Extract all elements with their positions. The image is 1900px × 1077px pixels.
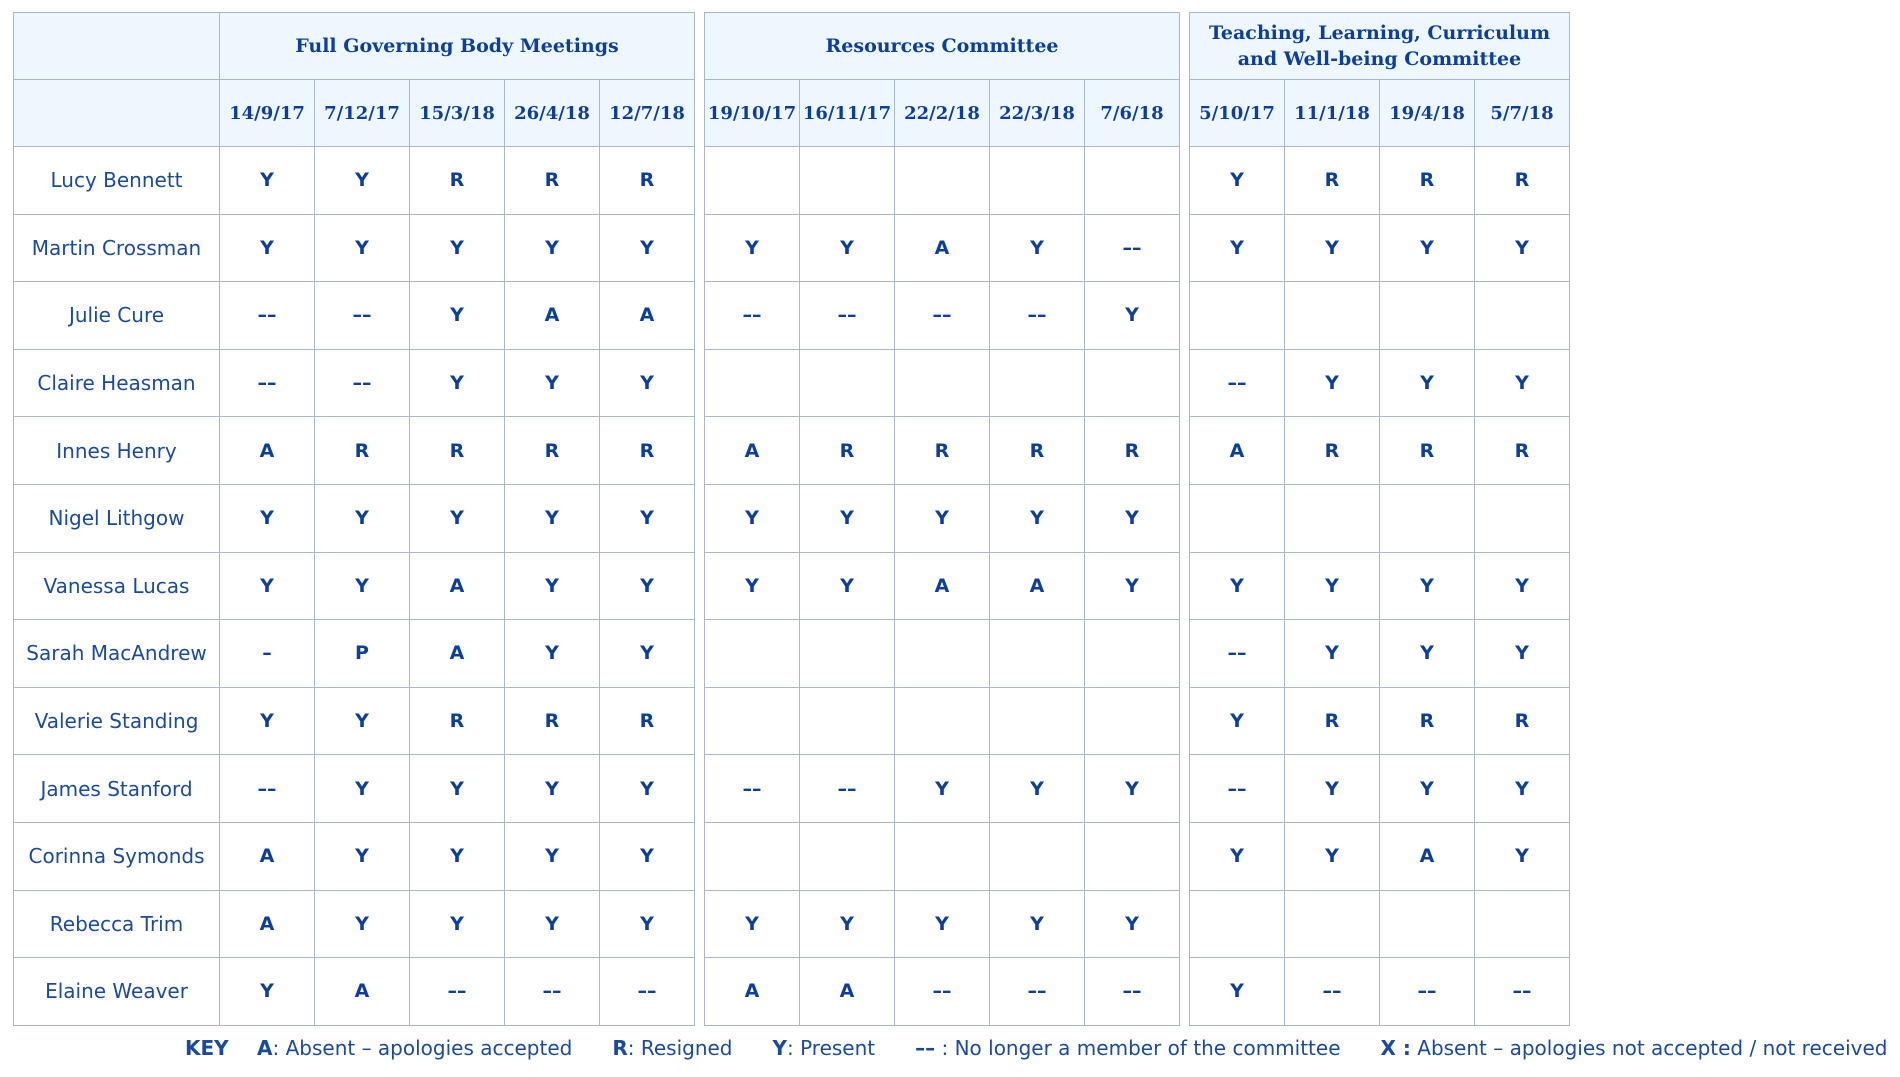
attendance-cell xyxy=(1085,147,1180,215)
attendance-cell xyxy=(705,822,800,890)
attendance-cell xyxy=(800,147,895,215)
column-gap xyxy=(695,822,705,890)
key-description: : Present xyxy=(786,1036,876,1060)
table-row xyxy=(14,417,1570,485)
governor-name: Sarah MacAndrew xyxy=(14,620,220,688)
governor-name: Vanessa Lucas xyxy=(14,552,220,620)
attendance-cell: Y xyxy=(315,214,410,282)
column-gap xyxy=(1180,147,1190,215)
attendance-cell: Y xyxy=(1475,620,1570,688)
attendance-cell: –– xyxy=(600,958,695,1026)
meeting-date: 19/10/17 xyxy=(705,80,800,147)
attendance-cell xyxy=(990,147,1085,215)
governor-name: James Stanford xyxy=(14,755,220,823)
attendance-cell: A xyxy=(220,822,315,890)
meeting-date: 14/9/17 xyxy=(220,80,315,147)
attendance-cell: Y xyxy=(220,484,315,552)
attendance-cell: R xyxy=(505,147,600,215)
attendance-cell: R xyxy=(600,687,695,755)
attendance-cell: Y xyxy=(1190,822,1285,890)
meeting-date: 12/7/18 xyxy=(600,80,695,147)
group-header: Resources Committee xyxy=(705,13,1180,80)
attendance-cell: A xyxy=(1380,822,1475,890)
attendance-cell: –– xyxy=(315,282,410,350)
meeting-date: 16/11/17 xyxy=(800,80,895,147)
attendance-cell: Y xyxy=(410,890,505,958)
meeting-date: 7/6/18 xyxy=(1085,80,1180,147)
attendance-cell: Y xyxy=(1285,552,1380,620)
attendance-cell: Y xyxy=(600,822,695,890)
attendance-cell: Y xyxy=(600,349,695,417)
attendance-cell: R xyxy=(1285,417,1380,485)
attendance-cell xyxy=(800,822,895,890)
column-gap xyxy=(695,484,705,552)
attendance-cell: Y xyxy=(220,147,315,215)
column-gap xyxy=(695,755,705,823)
attendance-cell: –– xyxy=(1190,620,1285,688)
attendance-cell: Y xyxy=(895,484,990,552)
column-gap xyxy=(695,214,705,282)
attendance-cell xyxy=(1190,890,1285,958)
attendance-cell: Y xyxy=(990,755,1085,823)
attendance-cell: Y xyxy=(705,890,800,958)
attendance-cell: Y xyxy=(410,282,505,350)
attendance-cell xyxy=(895,620,990,688)
table-row xyxy=(14,620,1570,688)
attendance-cell: –– xyxy=(220,349,315,417)
attendance-cell: Y xyxy=(505,755,600,823)
attendance-cell: R xyxy=(1475,417,1570,485)
governor-name: Julie Cure xyxy=(14,282,220,350)
attendance-cell: Y xyxy=(315,147,410,215)
attendance-cell xyxy=(1475,282,1570,350)
attendance-cell: Y xyxy=(1190,958,1285,1026)
attendance-cell: Y xyxy=(800,552,895,620)
attendance-cell: –– xyxy=(1085,958,1180,1026)
meeting-date: 15/3/18 xyxy=(410,80,505,147)
attendance-cell: Y xyxy=(990,484,1085,552)
attendance-cell: Y xyxy=(1285,822,1380,890)
attendance-cell: Y xyxy=(1380,755,1475,823)
attendance-cell xyxy=(1285,890,1380,958)
attendance-cell: Y xyxy=(990,214,1085,282)
attendance-cell xyxy=(705,147,800,215)
attendance-cell: R xyxy=(410,687,505,755)
attendance-cell: Y xyxy=(220,214,315,282)
key-description: : Resigned xyxy=(627,1036,733,1060)
attendance-cell: R xyxy=(410,417,505,485)
attendance-cell: Y xyxy=(1475,755,1570,823)
attendance-cell: Y xyxy=(410,755,505,823)
column-gap xyxy=(695,958,705,1026)
attendance-cell: Y xyxy=(410,484,505,552)
column-gap xyxy=(695,147,705,215)
attendance-cell: A xyxy=(505,282,600,350)
attendance-cell: –– xyxy=(990,282,1085,350)
attendance-cell: Y xyxy=(990,890,1085,958)
attendance-cell: –– xyxy=(505,958,600,1026)
attendance-cell: Y xyxy=(1285,214,1380,282)
column-gap xyxy=(1180,417,1190,485)
key-description: : Absent – apologies accepted xyxy=(272,1036,573,1060)
attendance-cell: R xyxy=(800,417,895,485)
meeting-date: 22/2/18 xyxy=(895,80,990,147)
meeting-date: 7/12/17 xyxy=(315,80,410,147)
key-description: Absent – apologies not accepted / not received xyxy=(1410,1036,1888,1060)
key-item xyxy=(773,1036,876,1060)
header-row-groups xyxy=(14,13,1570,80)
attendance-cell: Y xyxy=(505,620,600,688)
governor-name: Lucy Bennett xyxy=(14,147,220,215)
attendance-cell: Y xyxy=(1475,349,1570,417)
attendance-cell: Y xyxy=(1285,620,1380,688)
column-gap xyxy=(1180,958,1190,1026)
attendance-cell: Y xyxy=(1085,755,1180,823)
attendance-cell: Y xyxy=(1475,214,1570,282)
key-code: Y xyxy=(772,1036,787,1060)
attendance-cell: Y xyxy=(315,755,410,823)
header-corner-bottom xyxy=(14,80,220,147)
attendance-cell: Y xyxy=(600,552,695,620)
attendance-cell: Y xyxy=(1085,890,1180,958)
attendance-cell: Y xyxy=(1085,484,1180,552)
attendance-cell: Y xyxy=(705,552,800,620)
table-row xyxy=(14,552,1570,620)
attendance-cell: Y xyxy=(220,958,315,1026)
meeting-date: 26/4/18 xyxy=(505,80,600,147)
table-row xyxy=(14,687,1570,755)
column-gap xyxy=(695,80,705,147)
attendance-cell: R xyxy=(1285,687,1380,755)
attendance-cell: Y xyxy=(315,552,410,620)
attendance-cell xyxy=(1475,484,1570,552)
meeting-date: 11/1/18 xyxy=(1285,80,1380,147)
key-code: –– xyxy=(915,1036,936,1060)
attendance-cell xyxy=(1190,282,1285,350)
attendance-cell: R xyxy=(895,417,990,485)
key-code: R xyxy=(612,1036,628,1060)
key-legend xyxy=(185,1036,1900,1060)
attendance-cell: A xyxy=(410,620,505,688)
attendance-cell: –– xyxy=(315,349,410,417)
attendance-cell xyxy=(1085,822,1180,890)
attendance-cell xyxy=(1380,890,1475,958)
attendance-cell: A xyxy=(600,282,695,350)
attendance-cell: Y xyxy=(1085,282,1180,350)
attendance-cell: Y xyxy=(1380,349,1475,417)
attendance-cell xyxy=(1085,687,1180,755)
attendance-cell: A xyxy=(990,552,1085,620)
table-row xyxy=(14,822,1570,890)
attendance-cell xyxy=(1475,890,1570,958)
attendance-cell xyxy=(990,620,1085,688)
column-gap xyxy=(1180,890,1190,958)
attendance-cell: –– xyxy=(705,755,800,823)
attendance-cell: R xyxy=(410,147,505,215)
attendance-cell: Y xyxy=(1475,552,1570,620)
attendance-table-wrapper xyxy=(13,12,1570,1026)
meeting-date: 22/3/18 xyxy=(990,80,1085,147)
attendance-cell: Y xyxy=(315,687,410,755)
attendance-cell: R xyxy=(600,417,695,485)
attendance-cell: R xyxy=(1380,147,1475,215)
governor-name: Corinna Symonds xyxy=(14,822,220,890)
attendance-cell: – xyxy=(220,620,315,688)
attendance-cell: –– xyxy=(410,958,505,1026)
key-item xyxy=(257,1036,572,1060)
column-gap xyxy=(1180,687,1190,755)
attendance-cell: Y xyxy=(505,214,600,282)
column-gap xyxy=(695,552,705,620)
governor-name: Innes Henry xyxy=(14,417,220,485)
attendance-cell: Y xyxy=(505,349,600,417)
attendance-cell: R xyxy=(505,687,600,755)
attendance-cell: R xyxy=(1380,417,1475,485)
governor-name: Nigel Lithgow xyxy=(14,484,220,552)
attendance-cell: Y xyxy=(1285,755,1380,823)
attendance-cell: Y xyxy=(505,484,600,552)
attendance-cell xyxy=(895,822,990,890)
attendance-cell: Y xyxy=(1380,552,1475,620)
column-gap xyxy=(1180,80,1190,147)
column-gap xyxy=(695,282,705,350)
attendance-cell: –– xyxy=(895,958,990,1026)
attendance-cell xyxy=(1285,282,1380,350)
attendance-cell: A xyxy=(1190,417,1285,485)
column-gap xyxy=(1180,214,1190,282)
key-item xyxy=(612,1036,732,1060)
attendance-cell xyxy=(990,822,1085,890)
attendance-cell: Y xyxy=(600,890,695,958)
key-description: : No longer a member of the committee xyxy=(935,1036,1341,1060)
attendance-cell: R xyxy=(1475,147,1570,215)
attendance-cell: Y xyxy=(895,755,990,823)
table-row xyxy=(14,214,1570,282)
governor-name: Rebecca Trim xyxy=(14,890,220,958)
attendance-cell xyxy=(990,349,1085,417)
attendance-cell: Y xyxy=(220,687,315,755)
attendance-cell: R xyxy=(1475,687,1570,755)
attendance-cell: –– xyxy=(220,755,315,823)
key-item xyxy=(1381,1036,1888,1060)
attendance-cell: Y xyxy=(600,620,695,688)
attendance-cell: R xyxy=(990,417,1085,485)
table-row xyxy=(14,349,1570,417)
attendance-cell: Y xyxy=(1380,214,1475,282)
attendance-cell: Y xyxy=(600,214,695,282)
attendance-cell: Y xyxy=(800,484,895,552)
attendance-cell: A xyxy=(895,214,990,282)
attendance-cell: Y xyxy=(705,484,800,552)
attendance-cell: Y xyxy=(315,890,410,958)
attendance-cell: –– xyxy=(895,282,990,350)
attendance-cell xyxy=(1380,282,1475,350)
attendance-cell xyxy=(705,620,800,688)
attendance-cell: Y xyxy=(800,214,895,282)
attendance-cell: R xyxy=(505,417,600,485)
attendance-cell: A xyxy=(410,552,505,620)
attendance-cell: R xyxy=(1085,417,1180,485)
key-code: A xyxy=(257,1036,273,1060)
column-gap xyxy=(1180,822,1190,890)
attendance-cell: Y xyxy=(315,484,410,552)
governor-name: Valerie Standing xyxy=(14,687,220,755)
column-gap xyxy=(695,620,705,688)
attendance-cell: A xyxy=(895,552,990,620)
attendance-cell xyxy=(705,349,800,417)
attendance-cell: Y xyxy=(895,890,990,958)
attendance-cell xyxy=(1190,484,1285,552)
governor-name: Martin Crossman xyxy=(14,214,220,282)
attendance-cell xyxy=(895,147,990,215)
attendance-cell: Y xyxy=(1190,214,1285,282)
table-row xyxy=(14,958,1570,1026)
attendance-cell: Y xyxy=(1190,687,1285,755)
key-code: X : xyxy=(1380,1036,1411,1060)
attendance-cell xyxy=(1085,620,1180,688)
header-row-dates xyxy=(14,80,1570,147)
attendance-cell: –– xyxy=(705,282,800,350)
column-gap xyxy=(695,13,705,80)
column-gap xyxy=(1180,13,1190,80)
meeting-date: 19/4/18 xyxy=(1380,80,1475,147)
attendance-cell: Y xyxy=(505,552,600,620)
attendance-cell: Y xyxy=(1085,552,1180,620)
attendance-cell: Y xyxy=(1190,147,1285,215)
header-corner-top xyxy=(14,13,220,80)
attendance-cell: Y xyxy=(410,214,505,282)
attendance-cell: A xyxy=(220,890,315,958)
attendance-cell xyxy=(990,687,1085,755)
attendance-cell xyxy=(800,687,895,755)
column-gap xyxy=(1180,620,1190,688)
attendance-table xyxy=(13,12,1570,1026)
attendance-cell xyxy=(895,349,990,417)
attendance-cell: Y xyxy=(600,484,695,552)
meeting-date: 5/7/18 xyxy=(1475,80,1570,147)
attendance-cell: –– xyxy=(800,282,895,350)
attendance-cell: A xyxy=(705,417,800,485)
attendance-cell: –– xyxy=(1285,958,1380,1026)
attendance-cell: Y xyxy=(600,755,695,823)
column-gap xyxy=(695,687,705,755)
attendance-cell: Y xyxy=(1380,620,1475,688)
column-gap xyxy=(1180,282,1190,350)
attendance-cell xyxy=(1380,484,1475,552)
attendance-cell xyxy=(800,349,895,417)
attendance-cell: Y xyxy=(505,822,600,890)
attendance-cell xyxy=(1085,349,1180,417)
table-row xyxy=(14,484,1570,552)
attendance-cell: Y xyxy=(220,552,315,620)
attendance-cell: A xyxy=(705,958,800,1026)
attendance-cell: A xyxy=(315,958,410,1026)
attendance-cell: Y xyxy=(410,349,505,417)
attendance-cell: Y xyxy=(1285,349,1380,417)
group-header: Full Governing Body Meetings xyxy=(220,13,695,80)
attendance-cell xyxy=(895,687,990,755)
attendance-cell: A xyxy=(220,417,315,485)
attendance-cell: –– xyxy=(1190,349,1285,417)
attendance-cell xyxy=(1285,484,1380,552)
attendance-cell: Y xyxy=(410,822,505,890)
attendance-cell: Y xyxy=(505,890,600,958)
attendance-cell: Y xyxy=(800,890,895,958)
attendance-cell: –– xyxy=(220,282,315,350)
attendance-cell: A xyxy=(800,958,895,1026)
column-gap xyxy=(695,890,705,958)
attendance-cell: Y xyxy=(315,822,410,890)
column-gap xyxy=(1180,755,1190,823)
table-row xyxy=(14,282,1570,350)
attendance-cell: Y xyxy=(1475,822,1570,890)
attendance-cell: R xyxy=(1285,147,1380,215)
governor-name: Elaine Weaver xyxy=(14,958,220,1026)
attendance-cell: –– xyxy=(990,958,1085,1026)
key-label: KEY xyxy=(185,1036,229,1060)
attendance-cell: R xyxy=(1380,687,1475,755)
attendance-cell: R xyxy=(315,417,410,485)
governor-name: Claire Heasman xyxy=(14,349,220,417)
key-item xyxy=(915,1036,1340,1060)
attendance-cell: Y xyxy=(1190,552,1285,620)
column-gap xyxy=(1180,484,1190,552)
attendance-cell: Y xyxy=(705,214,800,282)
column-gap xyxy=(1180,349,1190,417)
attendance-cell: –– xyxy=(1380,958,1475,1026)
attendance-cell: –– xyxy=(1190,755,1285,823)
attendance-cell: P xyxy=(315,620,410,688)
attendance-cell: –– xyxy=(1085,214,1180,282)
attendance-cell: –– xyxy=(800,755,895,823)
column-gap xyxy=(695,349,705,417)
table-row xyxy=(14,890,1570,958)
table-row xyxy=(14,755,1570,823)
table-row xyxy=(14,147,1570,215)
column-gap xyxy=(695,417,705,485)
column-gap xyxy=(1180,552,1190,620)
group-header: Teaching, Learning, Curriculum and Well-being Committee xyxy=(1190,13,1570,80)
attendance-cell: –– xyxy=(1475,958,1570,1026)
attendance-cell: R xyxy=(600,147,695,215)
attendance-cell xyxy=(705,687,800,755)
attendance-cell xyxy=(800,620,895,688)
meeting-date: 5/10/17 xyxy=(1190,80,1285,147)
